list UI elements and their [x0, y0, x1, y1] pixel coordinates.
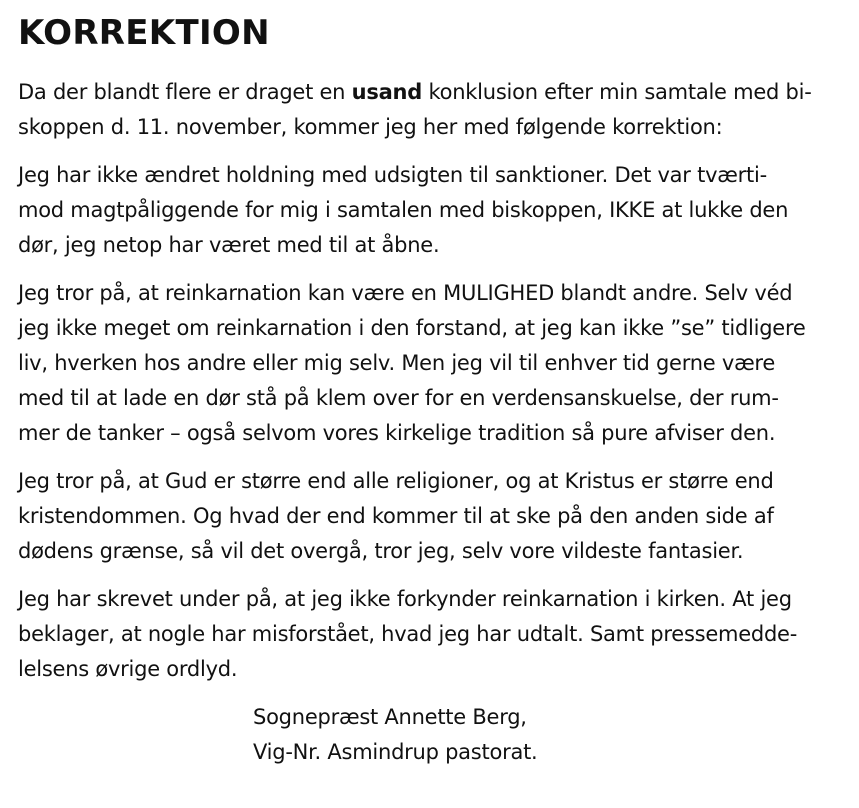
paragraph-statement	[18, 582, 797, 687]
line-text: Da der blandt flere er draget en	[18, 80, 352, 104]
paragraph-line: Jeg tror på, at Gud er større end alle religioner, og at Kristus er større end	[18, 469, 774, 493]
paragraph-line: Jeg tror på, at reinkarnation kan være en MULIGHED blandt andre. Selv véd	[18, 281, 793, 305]
paragraph-reincarnation	[18, 276, 806, 451]
signature-block	[253, 700, 537, 770]
paragraph-line: Jeg har ikke ændret holdning med udsigten til sanktioner. Det var tværti-	[18, 163, 767, 187]
paragraph-line: lelsens øvrige ordlyd.	[18, 657, 238, 681]
signature-name: Sognepræst Annette Berg,	[253, 705, 527, 729]
paragraph-faith	[18, 464, 774, 569]
paragraph-line: beklager, at nogle har misforstået, hvad jeg har udtalt. Samt pressemedde-	[18, 622, 798, 646]
paragraph-line	[18, 75, 812, 110]
paragraph-line: skoppen d. 11. november, kommer jeg her med følgende korrektion:	[18, 115, 723, 139]
paragraph-line: mod magtpåliggende for mig i samtalen med biskoppen, IKKE at lukke den	[18, 198, 789, 222]
paragraph-line: kristendommen. Og hvad der end kommer til at ske på den anden side af	[18, 504, 774, 528]
paragraph-line: med til at lade en dør stå på klem over for en verdensanskuelse, der rum-	[18, 386, 779, 410]
paragraph-sanctions	[18, 158, 788, 263]
page-title: KORREKTION	[18, 13, 270, 53]
signature-parish: Vig-Nr. Asmindrup pastorat.	[253, 740, 538, 764]
paragraph-line: dødens grænse, så vil det overgå, tror jeg, selv vore vildeste fantasier.	[18, 539, 744, 563]
paragraph-line: liv, hverken hos andre eller mig selv. Men jeg vil til enhver tid gerne være	[18, 351, 776, 375]
paragraph-line: dør, jeg netop har været med til at åbne.	[18, 233, 440, 257]
line-text: konklusion efter min samtale med bi-	[422, 80, 812, 104]
paragraph-line: Jeg har skrevet under på, at jeg ikke forkynder reinkarnation i kirken. At jeg	[18, 587, 792, 611]
paragraph-intro	[18, 75, 812, 145]
paragraph-line: mer de tanker – også selvom vores kirkelige tradition så pure afviser den.	[18, 421, 776, 445]
emphasis-text: usand	[351, 80, 423, 104]
paragraph-line: jeg ikke meget om reinkarnation i den forstand, at jeg kan ikke ”se” tidligere	[18, 316, 806, 340]
